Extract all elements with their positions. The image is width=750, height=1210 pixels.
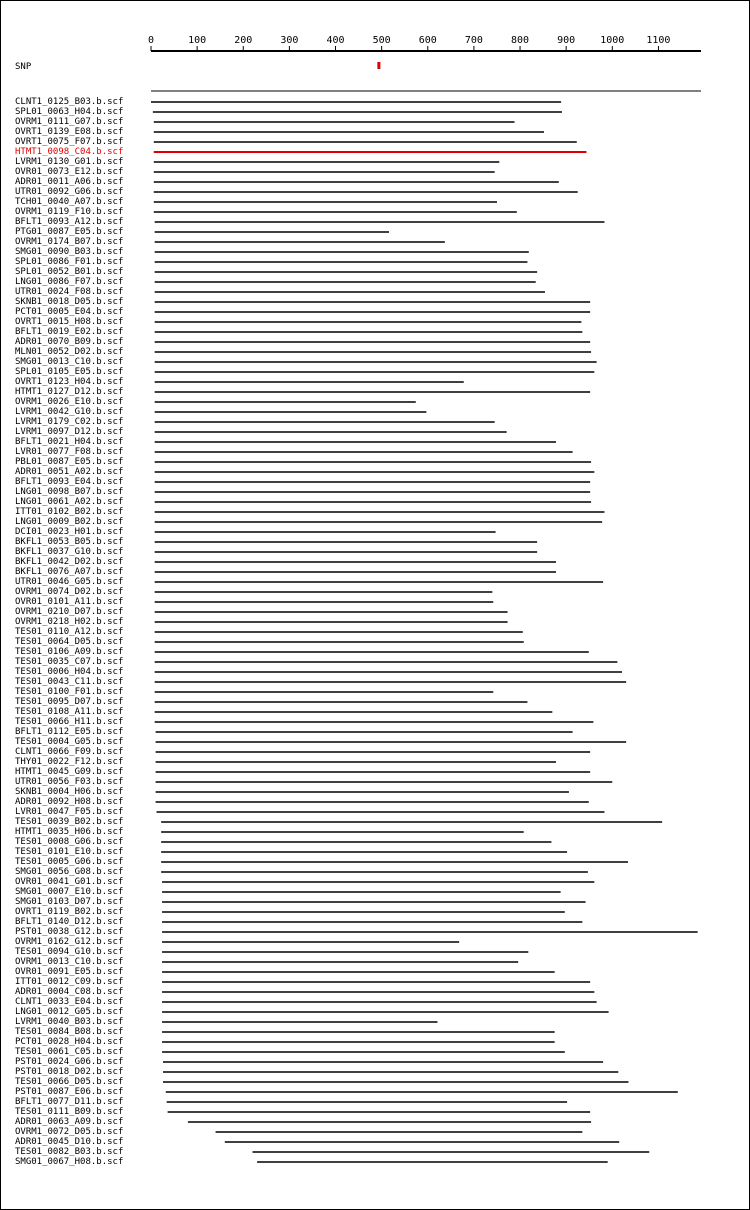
read-label: HTMT1_0127_D12.b.scf — [15, 387, 124, 397]
read-label: PST01_0018_D02.b.scf — [15, 1067, 124, 1077]
axis-tick-label: 800 — [511, 35, 530, 46]
read-label: LNG01_0009_B02.b.scf — [15, 517, 124, 527]
read-label: UTR01_0046_G05.b.scf — [15, 577, 124, 587]
axis-tick-label: 900 — [557, 35, 576, 46]
read-label: SPL01_0086_F01.b.scf — [15, 257, 124, 267]
read-label: TES01_0006_H04.b.scf — [15, 667, 124, 677]
axis-tick-label: 500 — [372, 35, 391, 46]
read-label: TCH01_0040_A07.b.scf — [15, 197, 124, 207]
read-label: LNG01_0061_A02.b.scf — [15, 497, 124, 507]
read-label: TES01_0066_D05.b.scf — [15, 1077, 124, 1087]
axis-tick-label: 1000 — [600, 35, 625, 46]
read-label: PST01_0087_E06.b.scf — [15, 1087, 124, 1097]
read-label: TES01_0039_B02.b.scf — [15, 817, 124, 827]
read-label: PCT01_0028_H04.b.scf — [15, 1037, 124, 1047]
read-label: HTMT1_0035_H06.b.scf — [15, 827, 124, 837]
axis-tick-label: 1100 — [646, 35, 671, 46]
read-label: OVRT1_0119_B02.b.scf — [15, 907, 124, 917]
axis-tick-label: 700 — [464, 35, 483, 46]
read-label: OVRT1_0075_F07.b.scf — [15, 137, 124, 147]
read-label: PST01_0038_G12.b.scf — [15, 927, 124, 937]
read-label: DCI01_0023_H01.b.scf — [15, 527, 124, 537]
axis-tick-label: 300 — [280, 35, 299, 46]
read-label: BKFL1_0053_B05.b.scf — [15, 537, 124, 547]
read-label: UTR01_0092_G06.b.scf — [15, 187, 124, 197]
read-label: OVRM1_0026_E10.b.scf — [15, 397, 124, 407]
read-label: OVRT1_0123_H04.b.scf — [15, 377, 124, 387]
read-label: SMG01_0013_C10.b.scf — [15, 357, 124, 367]
read-label: UTR01_0024_F08.b.scf — [15, 287, 124, 297]
read-label: TES01_0106_A09.b.scf — [15, 647, 124, 657]
snp-label: SNP — [15, 62, 32, 72]
read-label: TES01_0064_D05.b.scf — [15, 637, 124, 647]
read-label: TES01_0004_G05.b.scf — [15, 737, 124, 747]
read-label: TES01_0008_G06.b.scf — [15, 837, 124, 847]
read-label: BFLT1_0093_E04.b.scf — [15, 477, 124, 487]
read-label: MLN01_0052_D02.b.scf — [15, 347, 124, 357]
read-label: OVRM1_0162_G12.b.scf — [15, 937, 124, 947]
read-label: PCT01_0005_E04.b.scf — [15, 307, 124, 317]
read-label: SMG01_0103_D07.b.scf — [15, 897, 124, 907]
read-label: SKNB1_0004_H06.b.scf — [15, 787, 124, 797]
read-label: ADR01_0063_A09.b.scf — [15, 1117, 124, 1127]
read-label: SMG01_0067_H08.b.scf — [15, 1157, 124, 1167]
axis-tick-label: 600 — [418, 35, 437, 46]
read-label: TES01_0066_H11.b.scf — [15, 717, 124, 727]
read-label: OVRM1_0174_B07.b.scf — [15, 237, 124, 247]
read-label: TES01_0095_D07.b.scf — [15, 697, 124, 707]
read-label: LVR01_0077_F08.b.scf — [15, 447, 124, 457]
read-label: LVRM1_0179_C02.b.scf — [15, 417, 124, 427]
read-label: SKNB1_0018_D05.b.scf — [15, 297, 124, 307]
read-label: SMG01_0007_E10.b.scf — [15, 887, 124, 897]
read-label: TES01_0108_A11.b.scf — [15, 707, 124, 717]
snp-track — [15, 62, 380, 72]
read-label: ADR01_0045_D10.b.scf — [15, 1137, 124, 1147]
read-label: PBL01_0087_E05.b.scf — [15, 457, 124, 467]
read-label: OVR01_0101_A11.b.scf — [15, 597, 124, 607]
snp-marker — [377, 62, 380, 69]
read-label: OVRM1_0074_D02.b.scf — [15, 587, 124, 597]
read-label: OVRM1_0072_D05.b.scf — [15, 1127, 124, 1137]
read-label: TES01_0100_F01.b.scf — [15, 687, 124, 697]
reads-track — [15, 91, 701, 1167]
read-label: ITT01_0012_C09.b.scf — [15, 977, 124, 987]
read-label: OVR01_0041_G01.b.scf — [15, 877, 124, 887]
read-label: LNG01_0098_B07.b.scf — [15, 487, 124, 497]
read-label: TES01_0082_B03.b.scf — [15, 1147, 124, 1157]
read-label: LVRM1_0040_B03.b.scf — [15, 1017, 124, 1027]
read-label: BFLT1_0140_D12.b.scf — [15, 917, 124, 927]
read-label: SPL01_0052_B01.b.scf — [15, 267, 124, 277]
read-label: LVRM1_0130_G01.b.scf — [15, 157, 124, 167]
axis-tick-label: 100 — [188, 35, 207, 46]
read-label: TES01_0061_C05.b.scf — [15, 1047, 124, 1057]
read-label: BFLT1_0093_A12.b.scf — [15, 217, 124, 227]
read-label: BFLT1_0019_E02.b.scf — [15, 327, 124, 337]
read-label: OVRM1_0210_D07.b.scf — [15, 607, 124, 617]
read-label: BFLT1_0021_H04.b.scf — [15, 437, 124, 447]
read-label: LVRM1_0097_D12.b.scf — [15, 427, 124, 437]
read-label: OVRM1_0119_F10.b.scf — [15, 207, 124, 217]
read-label: TES01_0101_E10.b.scf — [15, 847, 124, 857]
read-label: BFLT1_0112_E05.b.scf — [15, 727, 124, 737]
read-label: OVRM1_0218_H02.b.scf — [15, 617, 124, 627]
read-label-highlighted: HTMT1_0098_C04.b.scf — [15, 147, 124, 157]
read-label: PST01_0024_G06.b.scf — [15, 1057, 124, 1067]
read-label: TES01_0110_A12.b.scf — [15, 627, 124, 637]
read-label: ADR01_0051_A02.b.scf — [15, 467, 124, 477]
read-label: TES01_0094_G10.b.scf — [15, 947, 124, 957]
read-label: LVR01_0047_F05.b.scf — [15, 807, 124, 817]
read-label: UTR01_0056_F03.b.scf — [15, 777, 124, 787]
read-label: OVRT1_0139_E08.b.scf — [15, 127, 124, 137]
axis-tick-label: 200 — [234, 35, 253, 46]
position-axis — [148, 35, 701, 51]
axis-tick-label: 400 — [326, 35, 345, 46]
read-label: TES01_0111_B09.b.scf — [15, 1107, 124, 1117]
read-label: PTG01_0087_E05.b.scf — [15, 227, 124, 237]
read-label: LNG01_0086_F07.b.scf — [15, 277, 124, 287]
read-label: CLNT1_0033_E04.b.scf — [15, 997, 124, 1007]
read-alignment-diagram — [1, 1, 749, 1209]
read-label: TES01_0005_G06.b.scf — [15, 857, 124, 867]
read-label: SPL01_0105_E05.b.scf — [15, 367, 124, 377]
read-label: TES01_0035_C07.b.scf — [15, 657, 124, 667]
read-label: ADR01_0092_H08.b.scf — [15, 797, 124, 807]
read-label: TES01_0084_B08.b.scf — [15, 1027, 124, 1037]
read-label: CLNT1_0066_F09.b.scf — [15, 747, 124, 757]
read-label: OVRM1_0111_G07.b.scf — [15, 117, 124, 127]
read-label: OVR01_0091_E05.b.scf — [15, 967, 124, 977]
read-label: BKFL1_0076_A07.b.scf — [15, 567, 124, 577]
read-label: OVR01_0073_E12.b.scf — [15, 167, 124, 177]
read-label: OVRM1_0013_C10.b.scf — [15, 957, 124, 967]
axis-tick-label: 0 — [147, 35, 155, 46]
read-label: BKFL1_0037_G10.b.scf — [15, 547, 124, 557]
read-label: ADR01_0070_B09.b.scf — [15, 337, 124, 347]
read-label: TES01_0043_C11.b.scf — [15, 677, 124, 687]
read-label: SPL01_0063_H04.b.scf — [15, 107, 124, 117]
read-label: THY01_0022_F12.b.scf — [15, 757, 124, 767]
read-label: OVRT1_0015_H08.b.scf — [15, 317, 124, 327]
read-label: SMG01_0056_G08.b.scf — [15, 867, 124, 877]
read-label: LNG01_0012_G05.b.scf — [15, 1007, 124, 1017]
read-label: ADR01_0004_C08.b.scf — [15, 987, 124, 997]
read-label: HTMT1_0045_G09.b.scf — [15, 767, 124, 777]
read-label: LVRM1_0042_G10.b.scf — [15, 407, 124, 417]
read-label: ITT01_0102_B02.b.scf — [15, 507, 124, 517]
read-label: SMG01_0090_B03.b.scf — [15, 247, 124, 257]
read-label: BKFL1_0042_D02.b.scf — [15, 557, 124, 567]
read-label: ADR01_0011_A06.b.scf — [15, 177, 124, 187]
read-label: CLNT1_0125_B03.b.scf — [15, 97, 124, 107]
read-label: BFLT1_0077_D11.b.scf — [15, 1097, 124, 1107]
